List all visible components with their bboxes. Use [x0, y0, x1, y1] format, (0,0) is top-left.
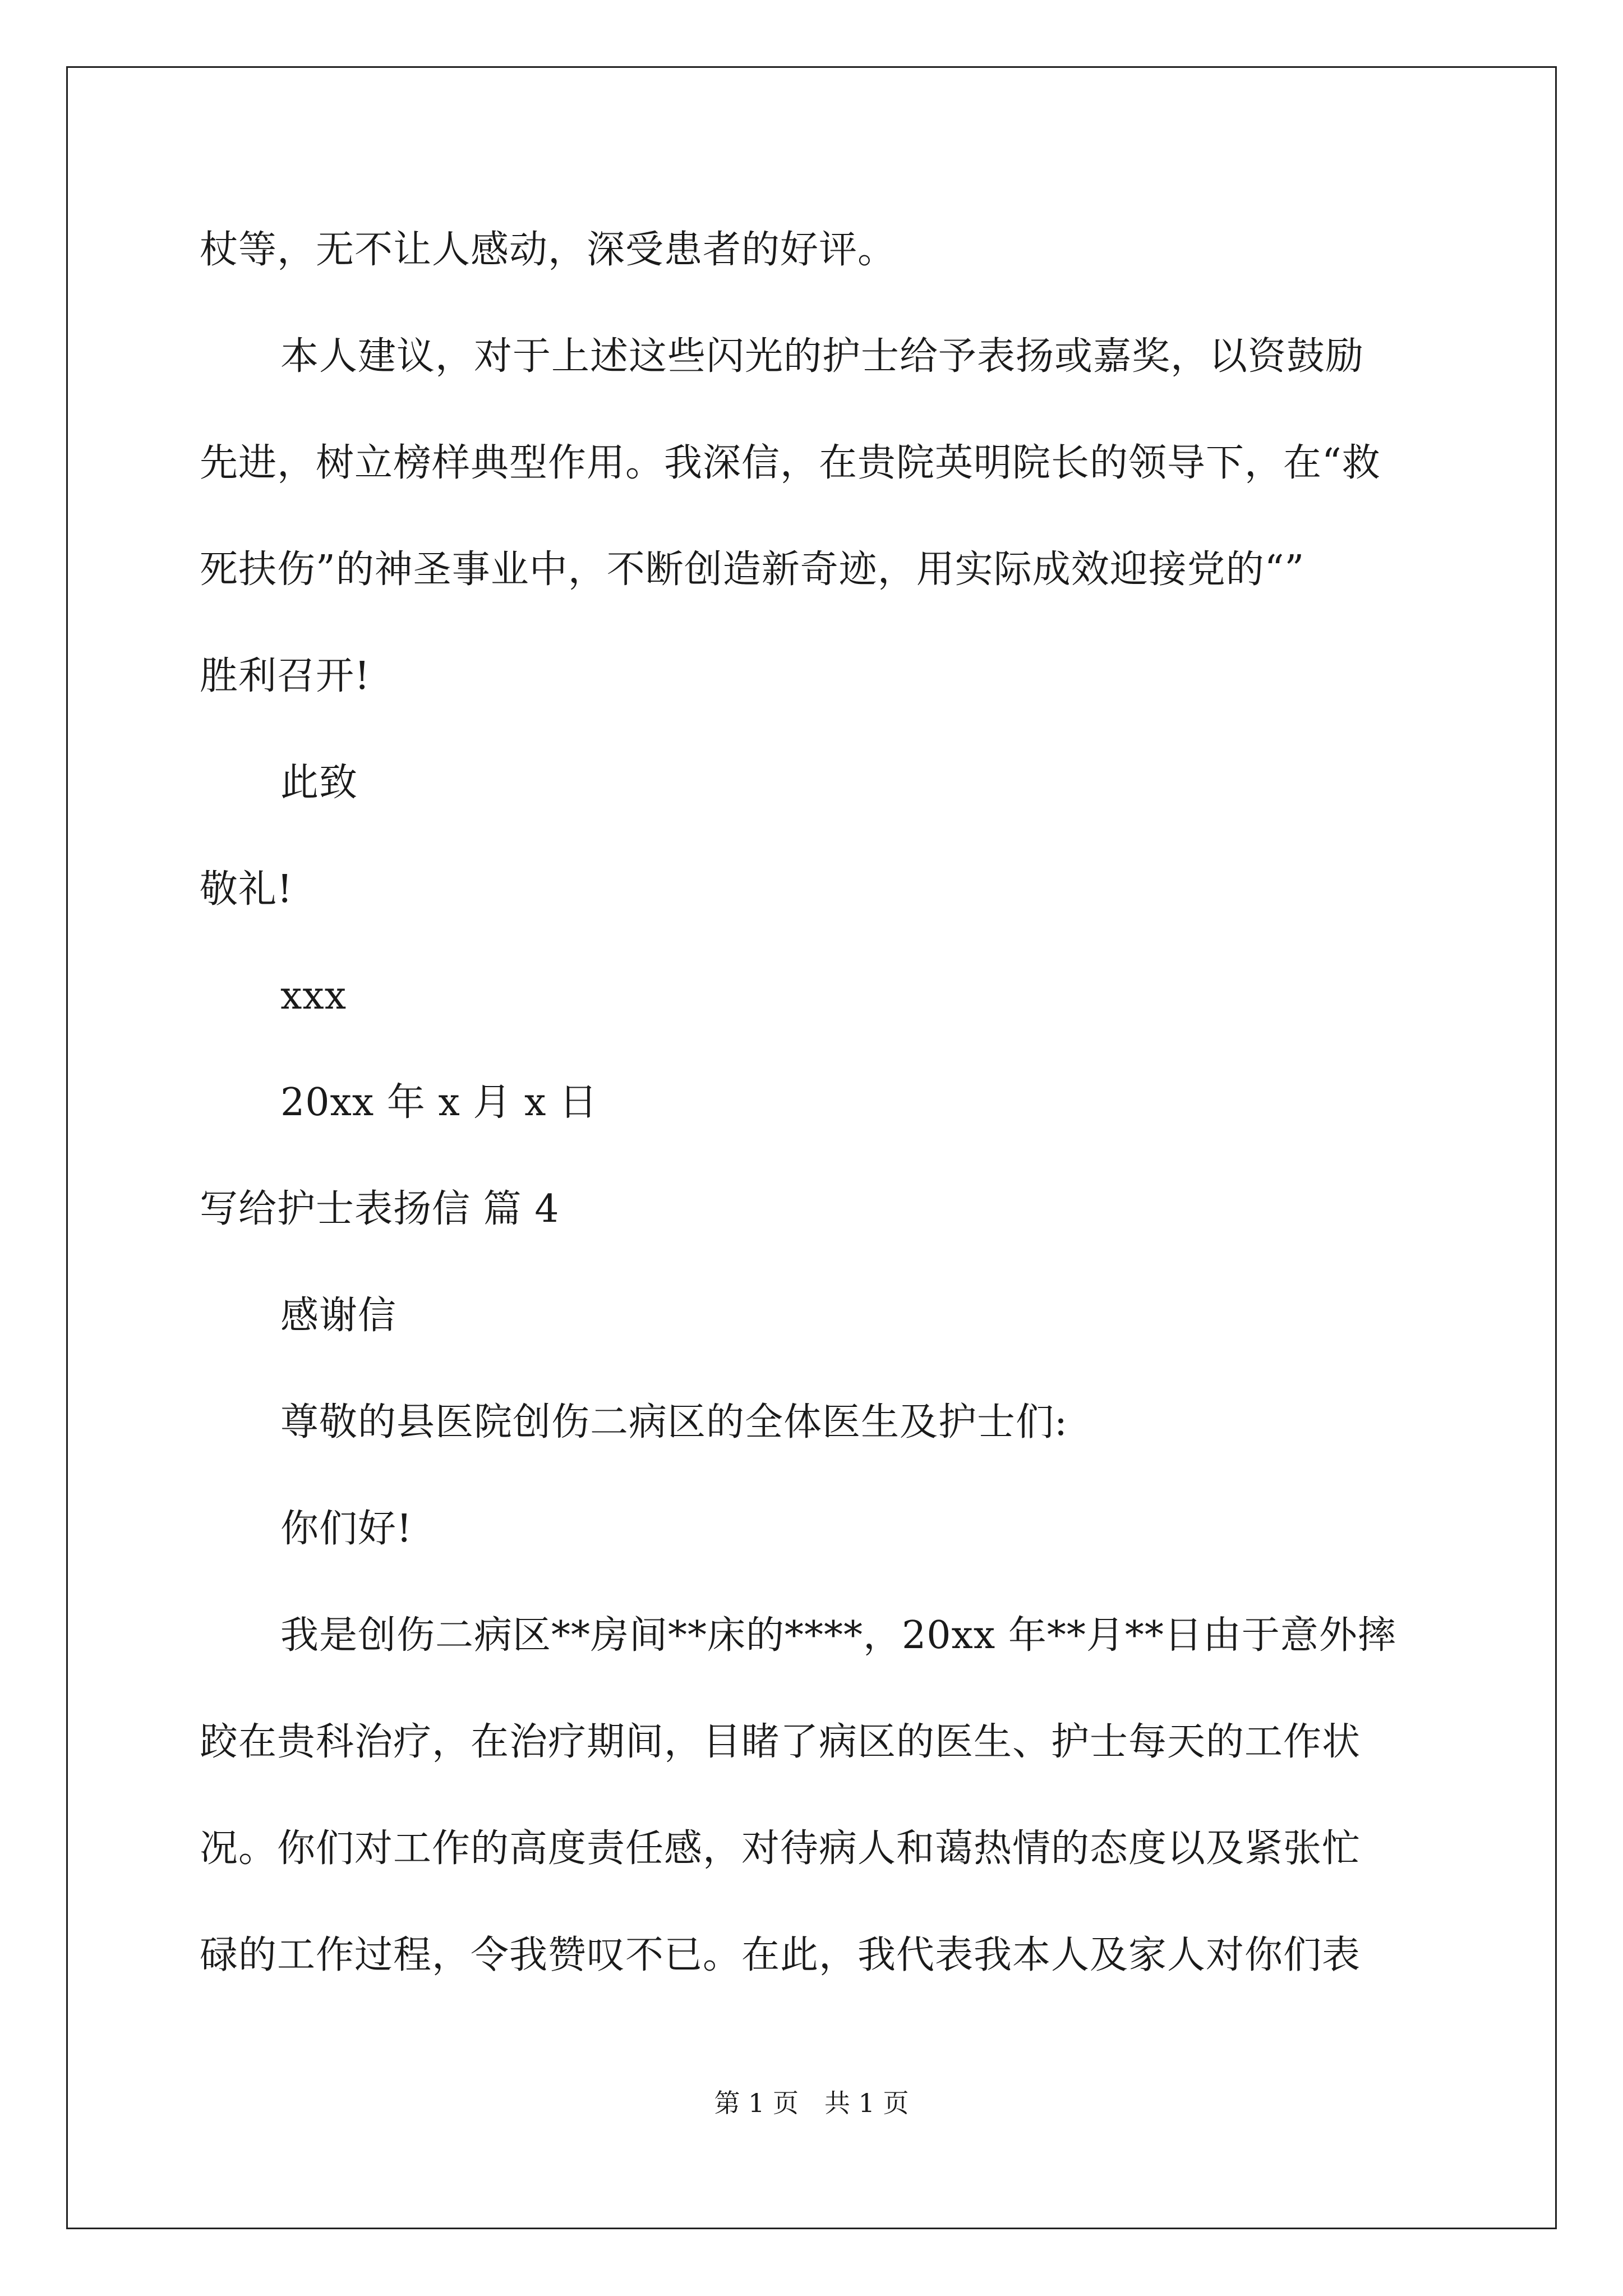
text-line-1: 杖等，无不让人感动，深受患者的好评。: [200, 228, 897, 272]
letter-greeting: 你们好!: [280, 1507, 413, 1551]
signature-name: xxx: [280, 974, 347, 1018]
letter-salutation: 尊敬的县医院创伤二病区的全体医生及护士们:: [280, 1400, 1068, 1444]
text-line-17: 碌的工作过程，令我赞叹不已。在此，我代表我本人及家人对你们表: [200, 1933, 1361, 1977]
closing-salutation: 此致: [280, 761, 358, 805]
text-line-15: 跤在贵科治疗，在治疗期间，目睹了病区的医生、护士每天的工作状: [200, 1720, 1361, 1764]
letter-title: 感谢信: [280, 1294, 397, 1338]
signature-date: 20xx 年 x 月 x 日: [280, 1080, 598, 1125]
text-line-2: 本人建议，对于上述这些闪光的护士给予表扬或嘉奖，以资鼓励: [280, 334, 1364, 379]
text-line-14: 我是创伤二病区**房间**床的****，20xx 年**月**日由于意外摔: [280, 1613, 1396, 1658]
text-line-3: 先进，树立榜样典型作用。我深信，在贵院英明院长的领导下，在“救: [200, 441, 1381, 485]
section-heading: 写给护士表扬信 篇 4: [200, 1187, 560, 1231]
page-border: [66, 66, 1557, 2229]
page-footer: 第 1 页 共 1 页: [714, 2088, 909, 2118]
text-line-16: 况。你们对工作的高度责任感，对待病人和蔼热情的态度以及紧张忙: [200, 1826, 1361, 1871]
text-line-5: 胜利召开!: [200, 654, 371, 698]
text-line-4: 死扶伤”的神圣事业中，不断创造新奇迹，用实际成效迎接党的“”: [200, 547, 1305, 592]
closing-regards: 敬礼!: [200, 867, 293, 912]
